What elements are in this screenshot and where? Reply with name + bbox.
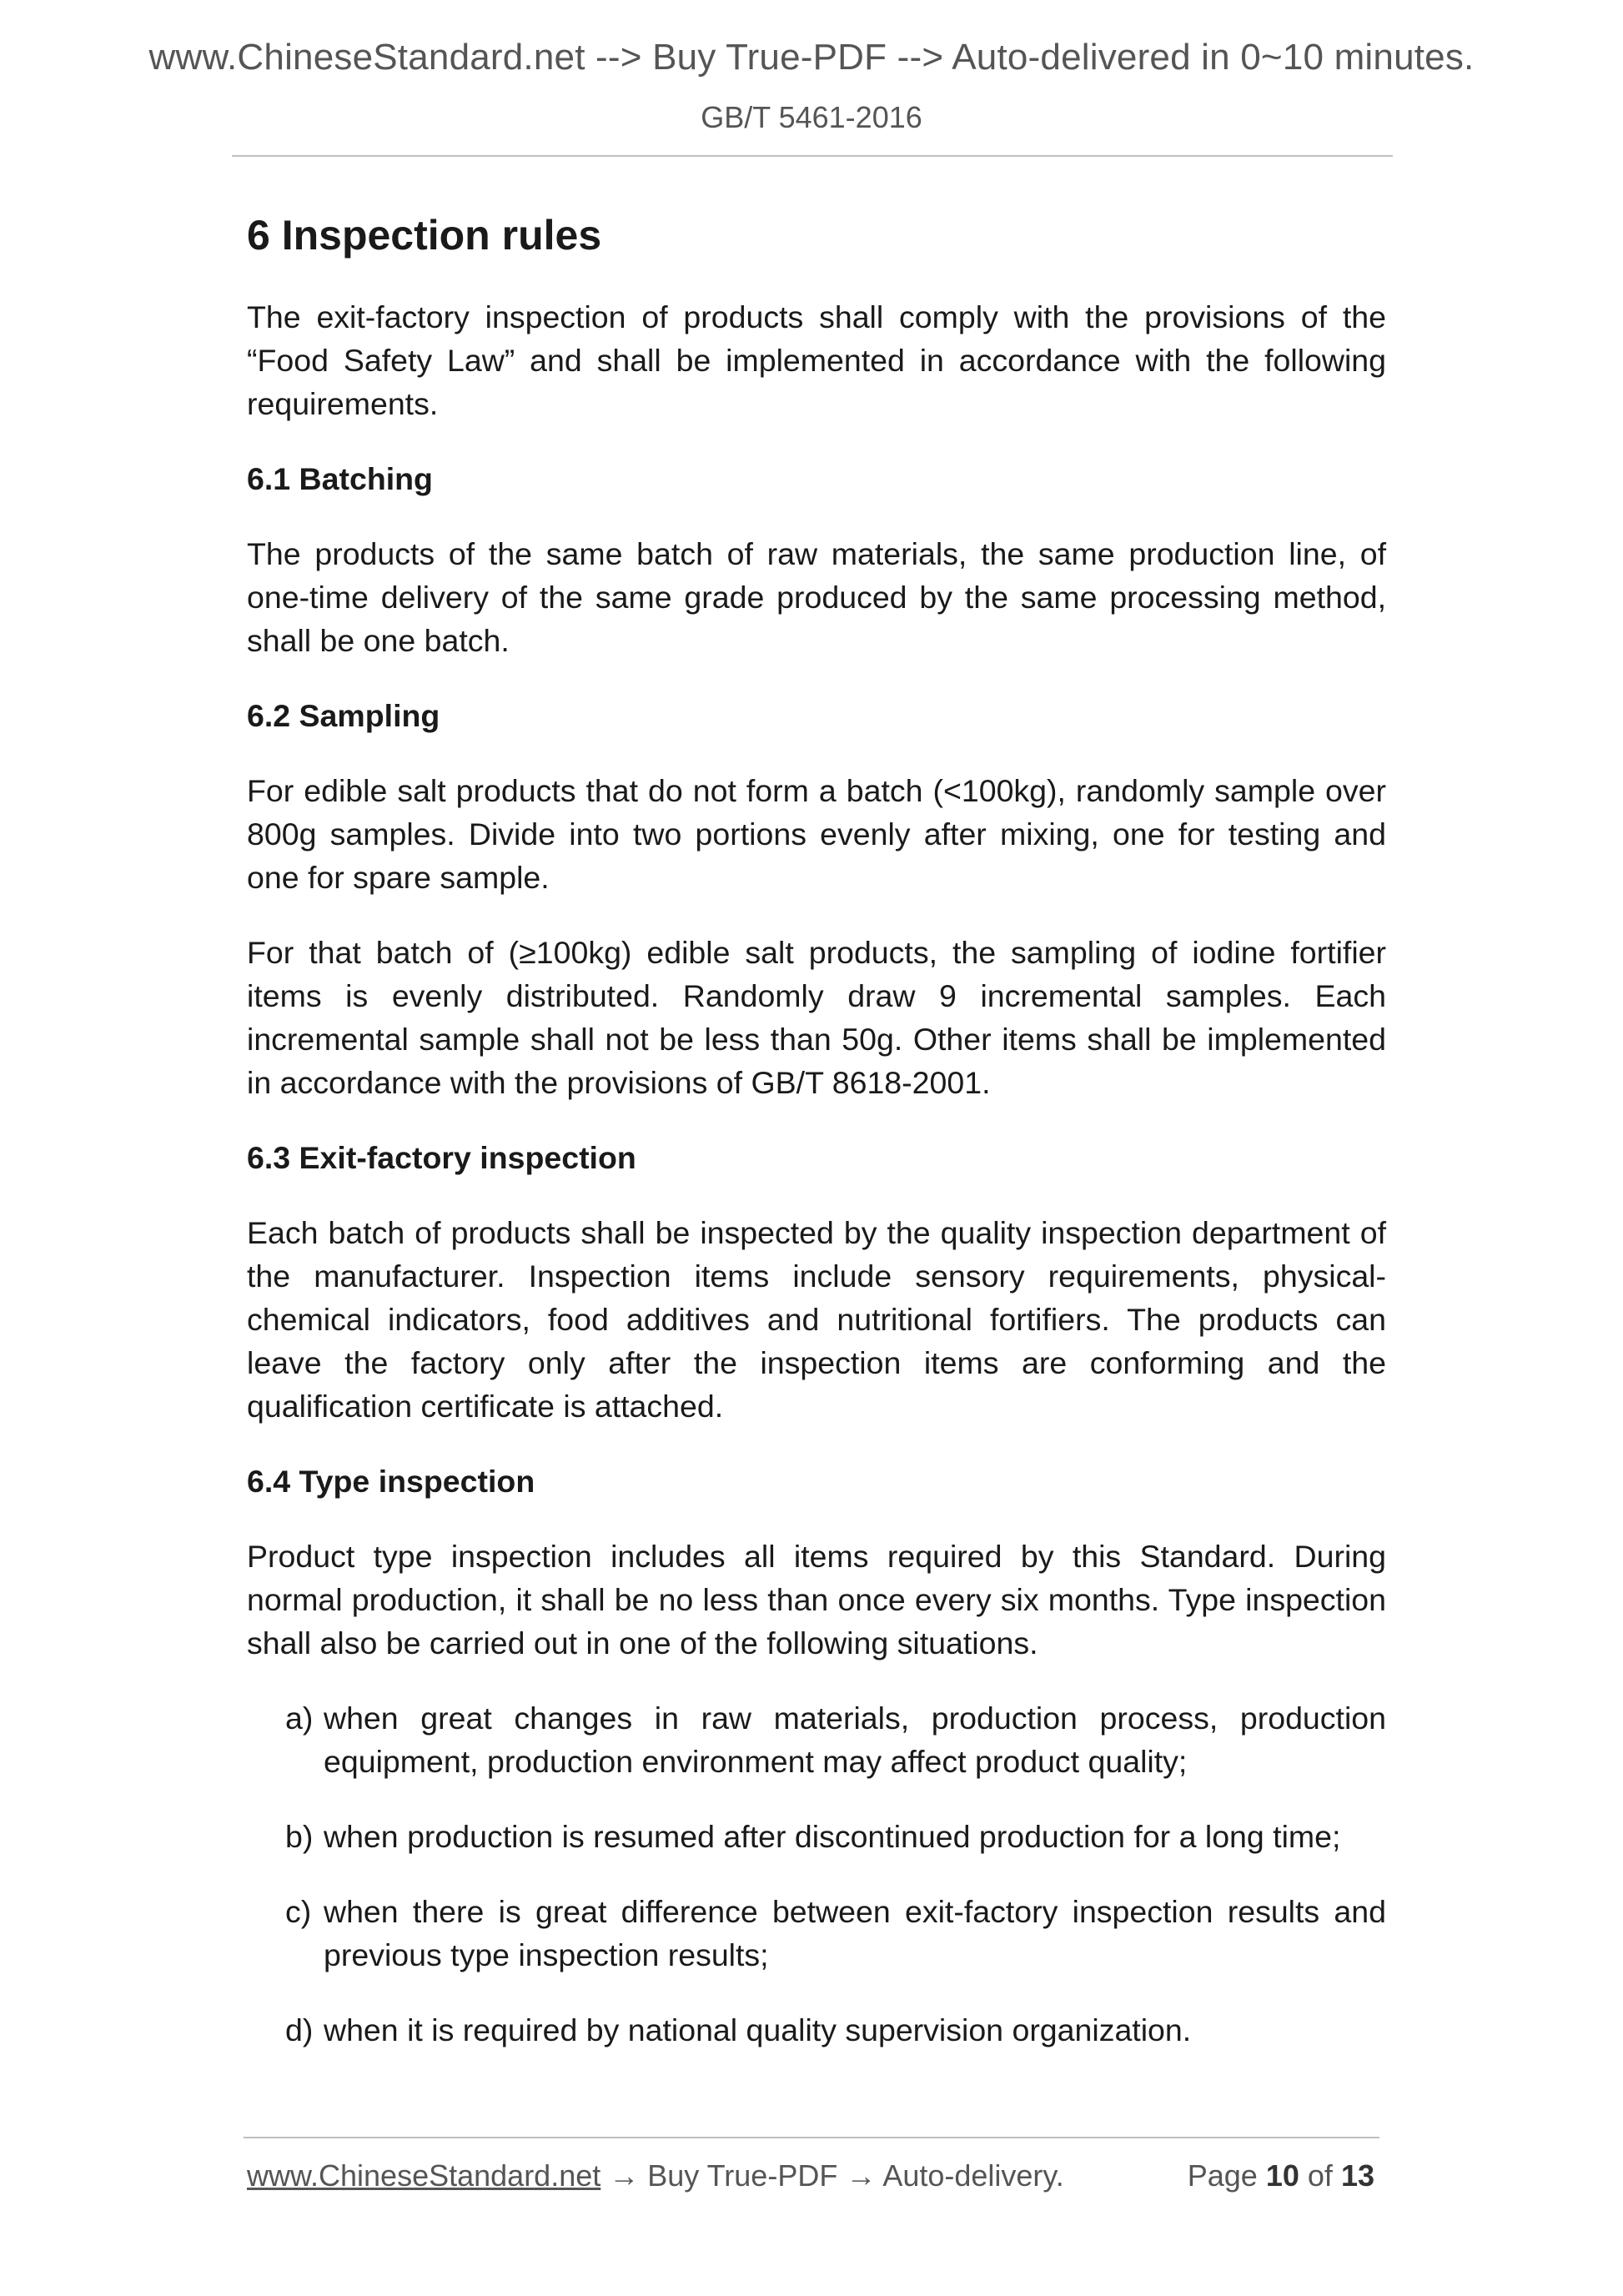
list-item	[247, 1815, 1386, 1858]
list-item-text: when production is resumed after discontinued production for a long time;	[324, 1819, 1341, 1854]
footer-promo	[247, 2158, 1064, 2193]
footer-link[interactable]: www.ChineseStandard.net	[247, 2158, 601, 2193]
paragraph-6-3: Each batch of products shall be inspected by the quality inspection department of the manufacturer. Inspection items include sensory requirements, physical-chemical indicators, food additives and nutritional fortifiers. The products can leave the factory only after the inspection items are conforming and the qualification certificate is attached.	[247, 1215, 1386, 1424]
footer-tail: → Buy True-PDF → Auto-delivery.	[600, 2158, 1064, 2193]
list-item	[247, 1696, 1386, 1783]
of-label: of	[1307, 2158, 1333, 2193]
list-marker: a)	[285, 1701, 314, 1736]
section-intro: The exit-factory inspection of products shall comply with the provisions of the “Food Safety Law” and shall be implemented in accordance with the following requirements.	[247, 299, 1386, 421]
header-divider	[232, 155, 1393, 157]
paragraph-6-4: Product type inspection includes all items required by this Standard. During normal production, it shall be no less than once every six months. Type inspection shall also be carried out in one of the following situations.	[247, 1539, 1386, 1660]
top-banner[interactable]: www.ChineseStandard.net --> Buy True-PDF --> Auto-delivered in 0~10 minutes.	[148, 37, 1475, 78]
total-pages: 13	[1340, 2158, 1374, 2193]
standard-code: GB/T 5461-2016	[701, 100, 922, 134]
heading-6-2: 6.2 Sampling	[247, 698, 440, 733]
page-number: 10	[1265, 2158, 1299, 2193]
heading-6-1: 6.1 Batching	[247, 461, 433, 496]
list-marker: d)	[285, 2012, 314, 2047]
heading-6-4: 6.4 Type inspection	[247, 1464, 535, 1499]
list-item-text: when there is great difference between exit-factory inspection results and previous type inspection results;	[324, 1894, 1386, 1972]
heading-6-3: 6.3 Exit-factory inspection	[247, 1140, 636, 1175]
list-item-text: when it is required by national quality supervision organization.	[324, 2012, 1192, 2047]
footer-divider	[244, 2137, 1379, 2138]
paragraph-6-1: The products of the same batch of raw materials, the same production line, of one-time delivery of the same grade produced by the same processing method, shall be one batch.	[247, 536, 1386, 658]
page-indicator	[1188, 2158, 1374, 2193]
document-body	[247, 208, 1386, 2083]
section-title: 6 Inspection rules	[247, 212, 602, 259]
list-item	[247, 1890, 1386, 1977]
paragraph-6-2-a: For edible salt products that do not form a batch (<100kg), randomly sample over 800g samples. Divide into two portions evenly after mixing, one for testing and one for spare sample.	[247, 773, 1386, 895]
page-label: Page	[1187, 2158, 1258, 2193]
list-item-text: when great changes in raw materials, production process, production equipment, production environment may affect product quality;	[324, 1701, 1386, 1779]
list-marker: c)	[285, 1894, 312, 1929]
list-marker: b)	[285, 1819, 314, 1854]
paragraph-6-2-b: For that batch of (≥100kg) edible salt products, the sampling of iodine fortifier items is evenly distributed. Randomly draw 9 incremental samples. Each incremental sample shall not be less than 50g. Other items shall be implemented in accordance with the provisions of GB/T 8618-2001.	[247, 935, 1386, 1100]
list-item	[247, 2008, 1386, 2052]
